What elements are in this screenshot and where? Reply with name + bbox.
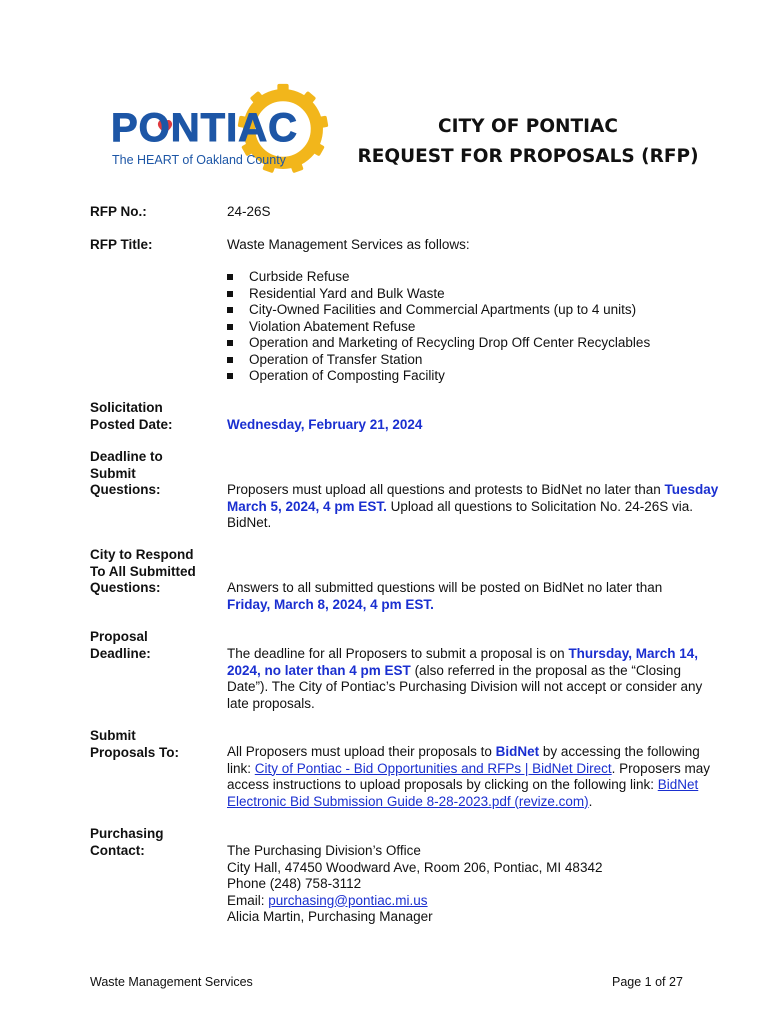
contact-details — [227, 843, 727, 926]
service-list — [227, 269, 650, 385]
contact-address: City Hall, 47450 Woodward Ave, Room 206, Pontiac, MI 48342 — [227, 859, 603, 875]
response-label — [90, 547, 196, 597]
submit-text-3: . Proposers may access instructions to upload proposals by clicking on the following link: — [227, 760, 710, 792]
list-item: City-Owned Facilities and Commercial Apartments (up to 4 units) — [227, 302, 650, 319]
rfp-no-label: RFP No.: — [90, 204, 147, 219]
submit-text: All Proposers must upload their proposals to — [227, 744, 496, 759]
questions-deadline-label — [90, 449, 163, 499]
response-date: Friday, March 8, 2024, 4 pm EST. — [227, 596, 434, 612]
logo-wordmark: PONTIAC — [111, 106, 298, 150]
pontiac-logo — [108, 82, 330, 182]
footer-title: Waste Management Services — [90, 975, 253, 989]
submit-proposals-label — [90, 728, 179, 761]
posted-date-value: Wednesday, February 21, 2024 — [227, 417, 423, 432]
list-item: Operation of Transfer Station — [227, 352, 650, 369]
questions-date: Tuesday March 5, 2024, 4 pm EST. — [227, 482, 719, 514]
deadline-label-line: Proposal — [90, 629, 148, 644]
rfp-title-intro: Waste Management Services as follows: — [227, 237, 470, 252]
email-label: Email: — [227, 892, 269, 908]
submit-label-line: Proposals To: — [90, 744, 180, 760]
questions-text: Proposers must upload all questions and protests to BidNet no later than — [227, 482, 661, 497]
deadline-text-2: (also referred in the proposal as the “Closing Date”). The City of Pontiac’s Purchasing Division will not accept or consider any late proposals. — [227, 662, 703, 711]
title-line-2: REQUEST FOR PROPOSALS (RFP) — [357, 146, 699, 167]
submit-proposals-text — [227, 744, 717, 810]
posted-label-line: Solicitation — [90, 400, 163, 415]
deadline-text: The deadline for all Proposers to submit a proposal is on — [227, 646, 569, 661]
page-number: Page 1 of 27 — [612, 975, 683, 989]
proposal-deadline-text — [227, 646, 719, 712]
response-label-line: City to Respond — [90, 547, 194, 562]
posted-label-line: Posted Date: — [90, 416, 173, 432]
contact-office: The Purchasing Division’s Office — [227, 843, 421, 858]
contact-phone: Phone (248) 758-3112 — [227, 876, 362, 891]
questions-label-line: Deadline to — [90, 449, 163, 464]
response-text-line: Answers to all submitted questions will be posted on BidNet no later than — [227, 580, 663, 595]
title-line-1: CITY OF PONTIAC — [438, 116, 618, 137]
questions-label-line: Questions: — [90, 482, 161, 497]
list-item: Operation and Marketing of Recycling Drop Off Center Recyclables — [227, 335, 650, 352]
response-label-line: Questions: — [90, 580, 161, 595]
contact-label-line: Contact: — [90, 842, 145, 858]
rfp-title-label: RFP Title: — [90, 237, 153, 252]
bidnet-opportunities-link[interactable]: City of Pontiac - Bid Opportunities and RFPs | BidNet Direct — [254, 760, 612, 776]
page-title — [345, 112, 711, 172]
logo-tagline: The HEART of Oakland County — [112, 153, 286, 167]
list-item: Violation Abatement Refuse — [227, 319, 650, 336]
list-item: Curbside Refuse — [227, 269, 650, 286]
questions-deadline-text — [227, 482, 727, 532]
deadline-label-line: Deadline: — [90, 645, 151, 661]
list-item: Residential Yard and Bulk Waste — [227, 286, 650, 303]
posted-date-label — [90, 400, 173, 433]
email-link[interactable]: purchasing@pontiac.mi.us — [268, 892, 428, 908]
contact-label-line: Purchasing — [90, 826, 164, 841]
proposal-deadline-label — [90, 629, 151, 662]
list-item: Operation of Composting Facility — [227, 368, 650, 385]
submit-text-4: . — [588, 793, 593, 809]
contact-label — [90, 826, 164, 859]
contact-manager: Alicia Martin, Purchasing Manager — [227, 909, 433, 924]
questions-label-line: Submit — [90, 465, 136, 481]
deadline-date: Thursday, March 14, 2024, no later than 4 pm EST — [227, 646, 698, 678]
questions-text-2: Upload all questions to Solicitation No. 24-26S via. BidNet. — [227, 498, 694, 530]
response-text — [227, 580, 727, 613]
bid-submission-guide-link[interactable]: BidNet Electronic Bid Submission Guide 8-28-2023.pdf (revize.com) — [227, 777, 699, 809]
rfp-no-value: 24-26S — [227, 204, 271, 219]
bidnet-name: BidNet — [495, 744, 540, 759]
submit-text-2: by accessing the following link: — [227, 744, 700, 776]
submit-label-line: Submit — [90, 728, 136, 743]
contact-email-line — [227, 893, 727, 910]
response-label-line: To All Submitted — [90, 563, 196, 579]
